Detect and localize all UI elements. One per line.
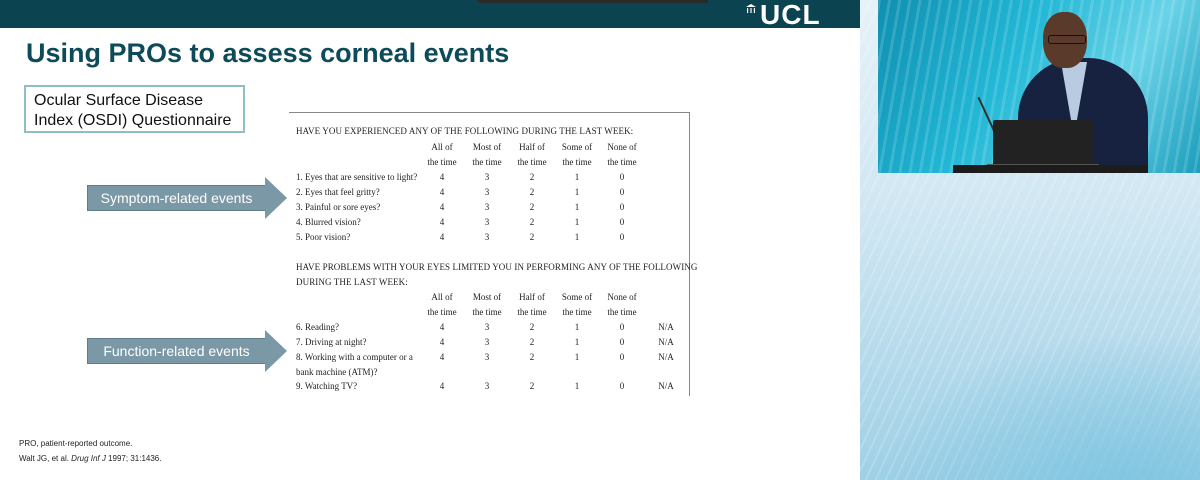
column-header: the time xyxy=(562,157,592,167)
score-cell: 1 xyxy=(574,322,580,332)
column-header: the time xyxy=(562,307,592,317)
score-cell: 3 xyxy=(484,172,490,182)
na-cell: N/A xyxy=(658,381,674,391)
column-header: All of xyxy=(431,292,453,302)
question-text: 2. Eyes that feel gritty? xyxy=(296,187,380,197)
score-cell: 3 xyxy=(484,322,490,332)
score-cell: 4 xyxy=(439,381,445,391)
score-cell: 3 xyxy=(484,352,490,362)
score-cell: 0 xyxy=(619,322,625,332)
column-header: Most of xyxy=(472,292,502,302)
function-arrow xyxy=(87,330,287,372)
question-text: 8. Working with a computer or a xyxy=(296,352,413,362)
column-header: Most of xyxy=(472,142,502,152)
column-header: Half of xyxy=(519,292,545,302)
ucl-portico-icon xyxy=(746,4,756,14)
score-cell: 2 xyxy=(529,172,535,182)
score-cell: 0 xyxy=(619,352,625,362)
podium-top xyxy=(953,165,1148,173)
score-cell: 2 xyxy=(529,352,535,362)
question-text: 1. Eyes that are sensitive to light? xyxy=(296,172,418,182)
score-cell: 4 xyxy=(439,217,445,227)
score-cell: 2 xyxy=(529,217,535,227)
column-header: All of xyxy=(431,142,453,152)
score-cell: 3 xyxy=(484,217,490,227)
column-header: the time xyxy=(472,157,502,167)
score-cell: 4 xyxy=(439,352,445,362)
arrow-head-icon xyxy=(265,330,287,372)
na-cell: N/A xyxy=(658,337,674,347)
score-cell: 4 xyxy=(439,232,445,242)
score-cell: 2 xyxy=(529,322,535,332)
osdi-questionnaire xyxy=(289,112,698,396)
score-cell: 1 xyxy=(574,217,580,227)
column-header: the time xyxy=(607,157,637,167)
score-cell: 1 xyxy=(574,337,580,347)
header-tab-strip xyxy=(478,0,708,3)
slide-title: Using PROs to assess corneal events xyxy=(26,38,510,68)
column-header: the time xyxy=(472,307,502,317)
score-cell: 0 xyxy=(619,217,625,227)
ucl-logo: UCL xyxy=(760,0,821,30)
score-cell: 0 xyxy=(619,337,625,347)
score-cell: 0 xyxy=(619,232,625,242)
question-text: 6. Reading? xyxy=(296,322,339,332)
score-cell: 2 xyxy=(529,187,535,197)
reference-journal: Drug Inf J xyxy=(71,454,106,463)
score-cell: 2 xyxy=(529,337,535,347)
question-text: 3. Painful or sore eyes? xyxy=(296,202,381,212)
score-cell: 3 xyxy=(484,187,490,197)
question-text: 5. Poor vision? xyxy=(296,232,351,242)
column-header: the time xyxy=(427,307,457,317)
score-cell: 4 xyxy=(439,337,445,347)
column-header: Some of xyxy=(561,142,593,152)
section1-heading: HAVE YOU EXPERIENCED ANY OF THE FOLLOWING DURING THE LAST WEEK: xyxy=(296,126,634,136)
score-cell: 2 xyxy=(529,202,535,212)
column-header: None of xyxy=(607,292,637,302)
footnote-reference xyxy=(19,454,161,463)
laptop-icon xyxy=(993,120,1093,166)
score-cell: 4 xyxy=(439,322,445,332)
stage-wave-decoration xyxy=(860,330,1200,480)
speaker-glasses xyxy=(1048,35,1086,44)
score-cell: 1 xyxy=(574,381,580,391)
section2-heading: DURING THE LAST WEEK: xyxy=(296,277,408,287)
question-text: 9. Watching TV? xyxy=(296,381,358,391)
column-header: Some of xyxy=(561,292,593,302)
question-text: 4. Blurred vision? xyxy=(296,217,361,227)
slide-header-bar xyxy=(0,0,860,28)
score-cell: 2 xyxy=(529,232,535,242)
score-cell: 0 xyxy=(619,187,625,197)
column-header: None of xyxy=(607,142,637,152)
podium xyxy=(878,120,1200,173)
column-header: the time xyxy=(517,157,547,167)
column-header: the time xyxy=(427,157,457,167)
function-arrow-label: Function-related events xyxy=(87,338,265,364)
reference-details: 1997; 31:1436. xyxy=(105,454,162,463)
symptom-arrow xyxy=(87,177,287,219)
score-cell: 0 xyxy=(619,172,625,182)
arrow-head-icon xyxy=(265,177,287,219)
score-cell: 2 xyxy=(529,381,535,391)
score-cell: 3 xyxy=(484,381,490,391)
footnote-abbreviation: PRO, patient-reported outcome. xyxy=(19,439,133,448)
score-cell: 3 xyxy=(484,202,490,212)
question-text-continued: bank machine (ATM)? xyxy=(296,367,378,377)
na-cell: N/A xyxy=(658,352,674,362)
score-cell: 3 xyxy=(484,232,490,242)
column-header: Half of xyxy=(519,142,545,152)
score-cell: 1 xyxy=(574,187,580,197)
score-cell: 4 xyxy=(439,187,445,197)
symptom-arrow-label: Symptom-related events xyxy=(87,185,265,211)
score-cell: 0 xyxy=(619,381,625,391)
column-header: the time xyxy=(517,307,547,317)
column-header: the time xyxy=(607,307,637,317)
section2-heading: HAVE PROBLEMS WITH YOUR EYES LIMITED YOU IN PERFORMING ANY OF THE FOLLOWING xyxy=(296,262,698,272)
question-text: 7. Driving at night? xyxy=(296,337,367,347)
score-cell: 3 xyxy=(484,337,490,347)
score-cell: 1 xyxy=(574,172,580,182)
score-cell: 4 xyxy=(439,172,445,182)
score-cell: 1 xyxy=(574,202,580,212)
score-cell: 0 xyxy=(619,202,625,212)
score-cell: 4 xyxy=(439,202,445,212)
score-cell: 1 xyxy=(574,232,580,242)
score-cell: 1 xyxy=(574,352,580,362)
osdi-label-box: Ocular Surface Disease Index (OSDI) Questionnaire xyxy=(24,85,245,133)
reference-authors: Walt JG, et al. xyxy=(19,454,72,463)
na-cell: N/A xyxy=(658,322,674,332)
speaker-video xyxy=(878,0,1200,173)
